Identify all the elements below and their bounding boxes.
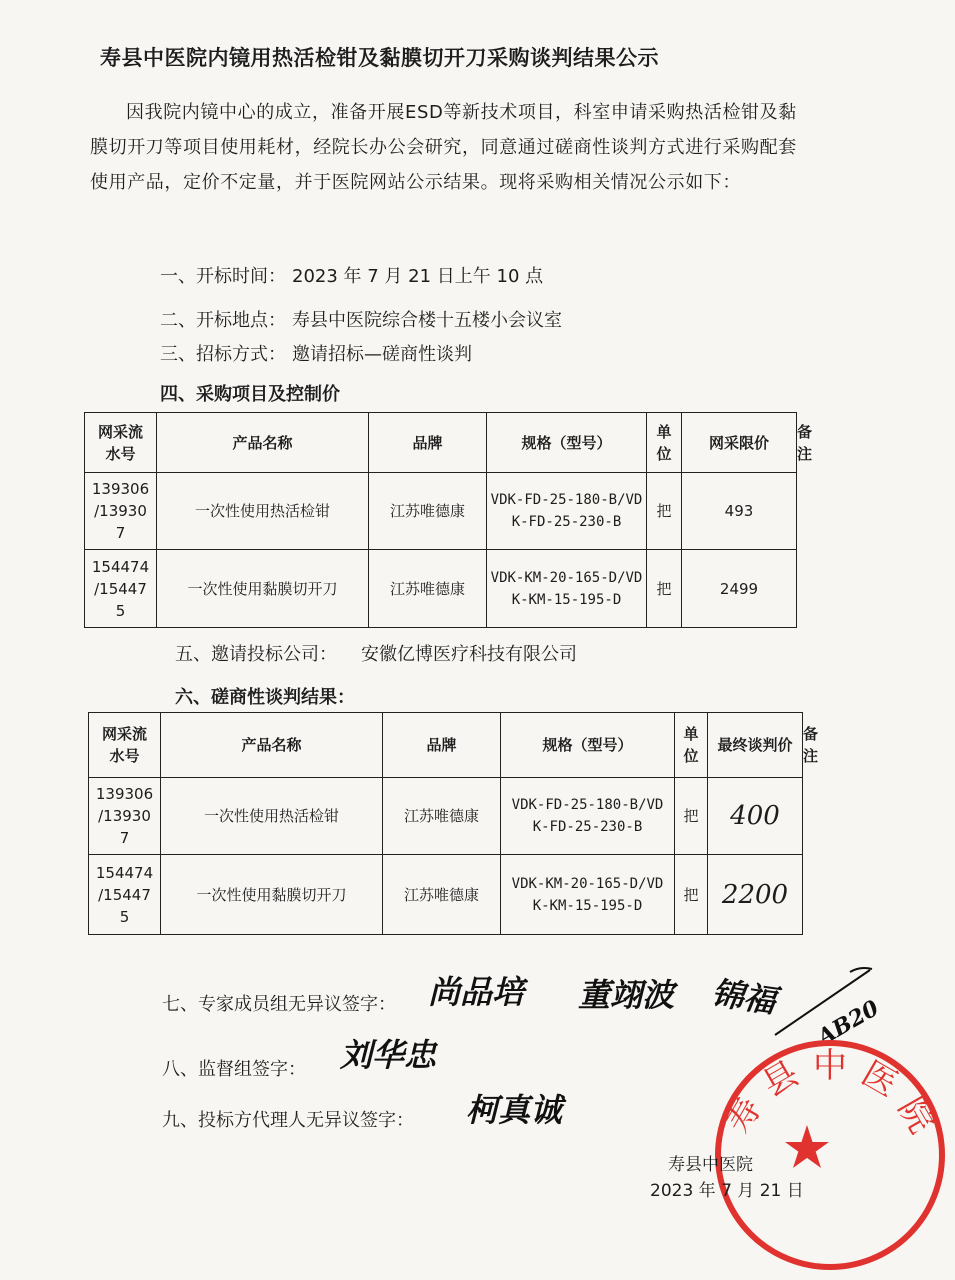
header-product-name: 产品名称 — [161, 713, 383, 778]
seal-character: 医 — [854, 1053, 905, 1106]
cell-serial: 139306 /13930 7 — [89, 778, 161, 855]
cell-brand: 江苏唯德康 — [369, 550, 487, 628]
header-price-limit: 网采限价 — [682, 413, 797, 473]
item-label: 五、邀请投标公司： — [175, 644, 337, 665]
bidder-signature-label: 九、投标方代理人无异议签字： — [162, 1110, 414, 1131]
item-bid-time — [160, 262, 543, 288]
header-spec: 规格（型号） — [487, 413, 647, 473]
expert-signature: 董翊波 — [578, 976, 675, 1014]
item-label: 三、招标方式： — [160, 344, 286, 365]
cell-spec: VDK-KM-20-165-D/VD K-KM-15-195-D — [501, 855, 675, 935]
table-header-row: 网采流 水号 产品名称 品牌 规格（型号） 单 位 网采限价 备注 — [85, 413, 797, 473]
item-label: 二、开标地点： — [160, 310, 286, 331]
header-spec: 规格（型号） — [501, 713, 675, 778]
table-row — [89, 778, 803, 855]
cell-price: 493 — [682, 473, 797, 550]
header-brand: 品牌 — [369, 413, 487, 473]
cell-brand: 江苏唯德康 — [369, 473, 487, 550]
cell-spec: VDK-KM-20-165-D/VD K-KM-15-195-D — [487, 550, 647, 628]
item-value: 寿县中医院综合楼十五楼小会议室 — [292, 310, 562, 331]
signature-stroke — [770, 960, 880, 1040]
seal-star — [785, 1125, 829, 1168]
cell-unit: 把 — [675, 778, 708, 855]
control-price-table — [84, 412, 813, 628]
table-header-row: 网采流 水号 产品名称 品牌 规格（型号） 单 位 最终谈判价 备注 — [89, 713, 803, 778]
cell-unit: 把 — [647, 550, 682, 628]
item-bid-place — [160, 306, 562, 332]
cell-spec: VDK-FD-25-180-B/VD K-FD-25-230-B — [501, 778, 675, 855]
cell-final-price-handwritten: 2200 — [708, 855, 803, 935]
item-value: 2023 年 7 月 21 日上午 10 点 — [292, 266, 544, 287]
cell-product-name: 一次性使用黏膜切开刀 — [161, 855, 383, 935]
section-heading-6: 六、磋商性谈判结果： — [175, 687, 355, 708]
cell-product-name: 一次性使用热活检钳 — [157, 473, 369, 550]
item-bid-method — [160, 340, 472, 366]
seal-character: 院 — [889, 1090, 942, 1141]
expert-signature: AB20 — [812, 995, 884, 1051]
header-brand: 品牌 — [383, 713, 501, 778]
item-label: 一、开标时间： — [160, 266, 286, 287]
negotiation-result-table — [88, 712, 819, 935]
cell-unit: 把 — [647, 473, 682, 550]
supervision-signature-label: 八、监督组签字： — [162, 1059, 306, 1080]
header-unit: 单 位 — [675, 713, 708, 778]
header-unit: 单 位 — [647, 413, 682, 473]
item-value: 安徽亿博医疗科技有限公司 — [361, 644, 577, 665]
bidder-signature: 柯真诚 — [466, 1091, 563, 1129]
cell-spec: VDK-FD-25-180-B/VD K-FD-25-230-B — [487, 473, 647, 550]
header-final-price: 最终谈判价 — [708, 713, 803, 778]
table-row — [89, 855, 803, 935]
cell-brand: 江苏唯德康 — [383, 778, 501, 855]
cell-serial: 154474 /15447 5 — [85, 550, 157, 628]
cell-serial: 139306 /13930 7 — [85, 473, 157, 550]
item-invited-company — [175, 640, 577, 666]
cell-product-name: 一次性使用热活检钳 — [161, 778, 383, 855]
item-value: 邀请招标—磋商性谈判 — [292, 344, 472, 365]
expert-signature: 锦福 — [709, 973, 779, 1021]
section-heading-4: 四、采购项目及控制价 — [160, 384, 340, 405]
table-row — [85, 550, 797, 628]
seal-character: 中 — [813, 1046, 847, 1086]
cell-serial: 154474 /15447 5 — [89, 855, 161, 935]
cell-price: 2499 — [682, 550, 797, 628]
expert-signature: 尚品培 — [428, 973, 525, 1011]
seal-character: 寿 — [718, 1090, 771, 1141]
footer-org: 寿县中医院 — [668, 1155, 753, 1175]
footer-date: 2023 年 7 月 21 日 — [650, 1181, 804, 1201]
cell-brand: 江苏唯德康 — [383, 855, 501, 935]
table-row — [85, 473, 797, 550]
cell-final-price-handwritten: 400 — [708, 778, 803, 855]
intro-paragraph: 因我院内镜中心的成立，准备开展ESD等新技术项目，科室申请采购热活检钳及黏膜切开刀等项目使用耗材，经院长办公会研究，同意通过磋商性谈判方式进行采购配套使用产品，定价不定量，并于医院网站公示结果。现将采购相关情况公示如下： — [90, 102, 797, 193]
header-product-name: 产品名称 — [157, 413, 369, 473]
experts-signature-label: 七、专家成员组无异议签字： — [162, 994, 396, 1015]
header-serial: 网采流 水号 — [89, 713, 161, 778]
cell-unit: 把 — [675, 855, 708, 935]
seal-character: 县 — [755, 1053, 806, 1106]
page-title: 寿县中医院内镜用热活检钳及黏膜切开刀采购谈判结果公示 — [100, 46, 659, 70]
header-serial: 网采流 水号 — [85, 413, 157, 473]
supervision-signature: 刘华忠 — [340, 1036, 437, 1074]
cell-product-name: 一次性使用黏膜切开刀 — [157, 550, 369, 628]
